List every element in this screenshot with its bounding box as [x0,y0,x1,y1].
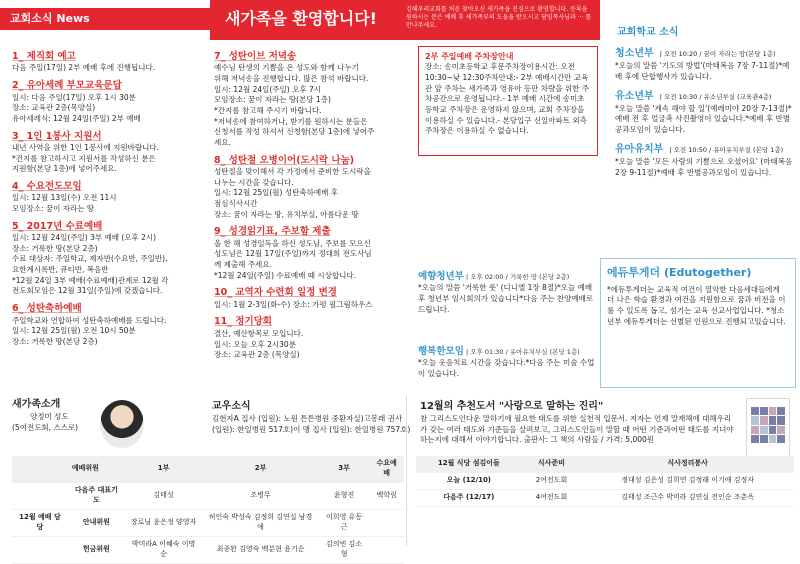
worship-cell: 박미라A 이혜숙 이명순 [125,536,202,563]
news-item-line: 성탄절을 맞이해서 각 가정에서 준비한 도시락을 [214,167,371,177]
school-dept-name: 유소년부 [615,90,654,102]
book-description [420,414,738,446]
news-item-line: 점심식사시간 [214,199,258,209]
news-item-line: 장소: 꿈이 자라는 땅, 유치부실, 아름다운 땅 [214,209,359,219]
school-dept-line: *예배 전 후 얼굴촉 사진촬영이 있습니다. [615,103,792,124]
school-dept-name: 청소년부 [615,48,654,60]
news-item-line: 장소: 거룩한 땅(본당 2층) [12,243,98,253]
kitchen-header-cell: 식사준비 [522,456,582,472]
news-item-line: 예수님 탄생의 기쁨을 온 성도와 함께 나누기 [214,63,359,73]
worship-side-label [12,482,68,509]
news-item-title: 5_ 2017년 수료예배 [12,220,103,232]
happy-group-info: | 오후 01:30 / 유아유치부실 (본당 1층) [463,348,580,356]
happy-group-section [418,345,598,380]
edutogether-line: *청소년부 에듀투게더는 선별된 인원으로 진행되고 [607,305,785,326]
youth-name: 예향청년부 [418,271,464,282]
parking-title: 2부 주일예배 주차장안내 [425,52,514,61]
news-item-title: 9_ 성경읽기표, 주보함 제출 [214,226,331,238]
youth-info: | 오후 02:00 / 거룩한 땅 (본당 2층) [463,273,570,281]
worship-role-label: 헌금위원 [68,536,125,563]
school-dept-line: *예배 후 반별공과모임이 있습니다. [615,114,790,135]
news-item-line: 수료 대상자: 주일학교, 제자반(수요반, 주일반), [12,254,168,264]
member-news-lines [212,414,412,435]
news-item-line: 장소: 교육관 2층(목양실) [12,103,96,113]
newcomer-name: 양정미 성도 [30,412,69,422]
school-dept-info: | 오전 10:20 / 꿈이 자라는 땅(본당 1층) [657,50,776,59]
member-news [212,400,412,435]
news-item-title: 11_ 정기당회 [214,316,272,328]
news-item-title: 3_ 1인 1봉사 지원서 [12,130,102,142]
news-item-line: *12월 24일(주일) 수료예배 때 시상합니다. [214,270,357,280]
worship-staff-header-cell: 예배위원 [68,456,125,482]
school-dept-line: *오늘 말씀 '계속 해야 할 일'(예레미야 20장 7-13절) [615,103,788,113]
news-item-line: 일시: 1월 2-3일(화-수) 장소: 가평 필그림하우스 [214,299,373,309]
news-item-title: 1_ 제직회 예고 [12,51,76,62]
school-dept-name: 유아유치부 [615,143,664,155]
member-news-line: 고봉래 권사 (입원): 한일병원 517호) [212,414,403,434]
worship-cell: 최종완 김영숙 백분현 윤기순 [202,536,319,563]
news-item-body [214,167,394,220]
happy-group-line: *오늘 웃음치료 시간을 갖습니다. [418,358,526,368]
worship-cell [369,536,404,563]
news-item-line: 내년 사역을 위한 1인 1봉사에 지원바랍니다. [12,143,160,153]
worship-role-label: 안내위원 [68,509,125,536]
church-school-depts [605,47,795,178]
news-item-line: 일시: 12월 25일(월) 오전 10시 50분 [12,326,136,336]
worship-role-label: 다음주 대표기도 [68,482,125,509]
news-item-line: 위해 저녁송을 진행합니다. 많은 참석 바랍니다. [214,74,369,84]
worship-staff-header-cell: 3부 [319,456,369,482]
kitchen-cell: 정대성 김은성 김희연 김정래 이기애 김정자 [581,472,794,489]
parking-line: 이용시간: 오전 10:30~낮 12:30 [425,62,575,82]
news-item-body [214,239,394,282]
happy-group-line: *다음 주는 미술 수업이 있습니다. [418,358,595,379]
news-item-line: 세요. [214,137,231,147]
kitchen-cell: 4여전도회 [522,489,582,506]
news-item-body [214,300,394,311]
worship-side-label: 12월 예배 담당 [12,509,68,536]
table-row [12,509,404,536]
parking-line: 없습니다. [494,126,529,136]
book-cover-image [746,398,790,458]
member-news-title: 교우소식 [212,401,251,412]
worship-cell: 장로님 윤은정 양영자 [125,509,202,536]
edutogether-line: *에듀투게더는 교육적 여건이 열악한 다음세대들에 [607,284,773,294]
school-dept-line: *예배 후 반별공과모임이 있습니다. [656,167,772,177]
news-item-line: 장소: 교육관 2층 (목양실) [214,350,300,360]
edutogether-line: 전을 이룰 수 있도록 돕고, 섬기는 교육 선교사업입 [607,295,786,315]
church-school-box [605,26,795,252]
edutogether-line: 게 더 나은 학습 환경과 여건을 지원함으로 꿈과 비 [607,284,780,305]
kitchen-date-label: 다음주 (12/17) [416,489,522,506]
news-item-body [12,316,208,348]
worship-staff-header [12,456,404,482]
worship-cell [369,509,404,536]
news-item-title: 8_ 성탄절 오병이어(도시락 나눔) [214,154,355,166]
school-dept-line: *예배 후에 단합행사가 있습니다. [615,61,790,82]
news-item-body [12,193,208,214]
news-item-line: 전도회모임은 12월 31일(주일)에 갖겠습니다. [12,286,163,296]
news-item-line: 다음 주일(17일) 2부 예배 후에 진행됩니다. [12,63,156,73]
news-item-body [214,63,394,148]
member-news-line: 김현자A 집사 (입원): 노원 튼튼병원 중환자실) [212,414,364,424]
kitchen-header-cell: 12월 식당 섬김이들 [416,456,522,472]
welcome-banner [210,0,392,40]
news-item-line: 모임장소: 꿈이 자라는 땅(본당 1층) [214,95,331,105]
worship-cell: 김태성 [125,482,202,509]
school-dept-line: *오늘 말씀 '모든 사람의 기쁨으로 오셨어요' [615,156,758,166]
news-item-line: 일시: 12월 24일(주일) 3부 예배 (오후 2시) [12,233,157,243]
edutogether-box [600,258,796,388]
school-dept [605,90,795,136]
newcomer-notice-text: 김해우리교회를 처음 찾아오신 새가족을 진심으로 환영합니다. 등록을 원하시는 분은 예배 후 새가족부의 도움을 받으시고 담임목사님과 ··· 를 만나주세요. [406,6,592,30]
news-item-line: 성도님은 12월 17일(주일)까지 정대희 전도사님 [214,249,372,259]
worship-cell: 김의빈 김소형 [319,536,369,563]
parking-line: 장소: 송미초등학교 후문주차장 [425,62,527,72]
news-column-left [12,48,208,352]
table-row [416,489,794,506]
parking-notice-box [418,46,598,156]
news-item-body [12,143,208,175]
news-item-title: 10_ 교역자 수련회 일정 변경 [214,287,337,299]
kitchen-service-table [416,456,794,507]
youth-line: *오늘 예배 후 청년부 임시회의가 있습니다 [418,283,593,304]
school-dept-line: (마태복음 2장 9-11절) [615,156,793,177]
book-line: 어떤 태도를 지녀야 하는지에 대해서 이야기합니다. 출판사: 그 책의 사람들 / 가격: 5,000원 [420,424,734,445]
school-dept-info: | 오전 10:30 / 유소년부실 (교육관4층) [657,92,772,101]
news-item-line: 유아세례식: 12월 24일(주일) 2부 예배 [12,113,141,123]
worship-cell: 백학림 [369,482,404,509]
news-item-line: 지원함(본당 1층)에 넣어주세요. [12,164,117,174]
happy-group-lines [418,358,598,379]
parking-lines [425,62,591,136]
parking-line: - 2부 예배시간만 교육관 앞 주차는 새가족과 [425,73,589,93]
book-line: 우리가 갖는 여러 태도와 기준들을 살펴보고, 그리스도인들이 말할 때 어떤 기준과 [420,414,732,434]
church-school-title: 교회학교 소식 [617,27,679,38]
news-banner [0,8,225,30]
worship-staff-header-cell: 수요예배 [369,456,404,482]
parking-line: - 본당입구 신일아파트 외측 주차장은 이용하실 수 [425,115,587,136]
worship-staff-table [12,456,404,564]
news-item-line: 모임장소: 꿈이 자라는 땅 [12,204,95,214]
book-line: 참 그리스도인다운 말하기에 필요한 태도를 위한 실천적 입문서. 저자는 언제 말재해에 대해 [420,414,717,424]
news-item-line: *12월 24일 3부 예배(수료예배)관계로 12월 각 [12,275,169,285]
news-item-line: 일시: 오늘 오후 2시30분 [214,339,296,349]
table-row [12,482,404,509]
youth-line: *다음 주는 찬양예배로 드립니다. [418,294,594,314]
news-item-title: 7_ 성탄이브 저녁송 [214,51,297,62]
welcome-title: 새가족을 환영합니다! [225,9,377,28]
news-column-middle [214,48,394,366]
news-item-body [12,93,208,125]
book-recommendation [420,400,738,446]
news-item-title: 6_ 성탄축하예배 [12,303,82,315]
member-news-line: 이 맹 집사 (입원): 한일병원 757호) [293,424,411,434]
news-banner-label: 교회소식 News [10,12,90,25]
news-item-title: 4_ 수요전도모임 [12,180,82,192]
worship-staff-header-cell: 2부 [202,456,319,482]
book-title: 12월의 추천도서 "사랑으로 말하는 진리" [420,401,604,412]
news-item-line: *건지를 참고하시고 지원서를 작성하신 분은 [12,153,156,163]
news-item-line: 일시: 다음 주일(17일) 오후 1시 30분 [12,92,136,102]
parking-line: - 1부 예배 시간에 송미초등학교 주차장은 운영하지 [425,94,585,114]
table-row [12,536,404,563]
news-item-line: 장소: 거룩한 땅(본당 2층) [12,336,98,346]
school-dept-info: | 오전 10:50 / 유아유치부실 (본당 1층) [667,145,784,154]
news-item-line: 나누는 시간을 갖습니다. [214,177,294,187]
news-item-line: 일시: 12월 24일(주일) 오후 7시 [214,84,321,94]
news-item-title: 2_ 유아세례 부모교육문답 [12,80,122,92]
news-item-line: *저녁송에 참여하거나, 받기를 원하시는 분들은 [214,116,368,126]
youth-section [418,270,598,315]
happy-group-name: 행복한모임 [418,346,464,357]
news-item-line: 요한계시록반, 큐티반, 복음반 [12,265,109,275]
news-item-body [214,329,394,361]
worship-cell: 이희영 유동근 [319,509,369,536]
edutogether-title: 에듀투게더 (Edutogether) [607,266,752,279]
kitchen-header [416,456,794,472]
news-item-line: 올 한 해 성경일독을 하신 성도님, 주보를 모으신 [214,238,371,248]
newcomer-intro-title: 새가족소개 [12,399,61,410]
edutogether-line: 있습니다. [754,316,786,326]
newcomer-notice [392,0,600,40]
edutogether-lines [607,285,789,328]
parking-line: 않으며, 교회 주차장을 이용하실 수 있습니다. [425,104,585,125]
kitchen-date-label: 오늘 (12/10) [416,472,522,489]
youth-line: *오늘의 말씀 '거룩한 룻' (디니엘 1장 8절) [418,283,558,293]
news-item-line: 주일학교와 연합하여 성탄축하예배를 드립니다. [12,315,167,325]
kitchen-header-cell: 식사정리봉사 [581,456,794,472]
news-item-line: 께 제출해 주세요. [214,260,272,270]
school-dept-line: *오늘의 말씀 '기도의 방법'(마태복음 7장 7-11절) [615,61,779,71]
kitchen-cell: 김태성 조근수 박미라 김연실 전인순 조춘옥 [581,489,794,506]
parking-line: 주차안내: [484,73,516,82]
edutogether-line: 니다. [746,305,764,315]
news-item-line: 신청서를 작성 하셔서 신청함(본당 1층)에 넣어주 [214,127,375,137]
worship-cell: 윤형진 [319,482,369,509]
table-row [416,472,794,489]
school-dept [605,143,795,178]
kitchen-cell: 2여전도회 [522,472,582,489]
news-item-body [12,63,208,74]
worship-staff-header-cell: 1부 [125,456,202,482]
youth-lines [418,283,598,315]
worship-cell: 허인숙 박성숙 김정희 김연실 남경애 [202,509,319,536]
school-dept [605,47,795,82]
news-item-line: 결산, 예산항목로 모입니다. [214,328,304,338]
news-item-line: 일시: 12월 25일(월) 성탄축하예배 후 [214,188,338,198]
parking-line: 영유아 등만 차량을 위한 주차공간으로 운영됩니다. [425,83,589,104]
news-item-line: 일시: 12월 13일(수) 오전 11시 [12,193,117,203]
newcomer-group: (5여전도회, 스스로) [12,422,79,432]
news-item-line: *간지를 참고해 주시기 바랍니다. [214,106,322,116]
worship-side-label [12,536,68,563]
news-item-body [12,233,208,297]
worship-cell: 조병무 [202,482,319,509]
newcomer-photo [100,400,144,448]
